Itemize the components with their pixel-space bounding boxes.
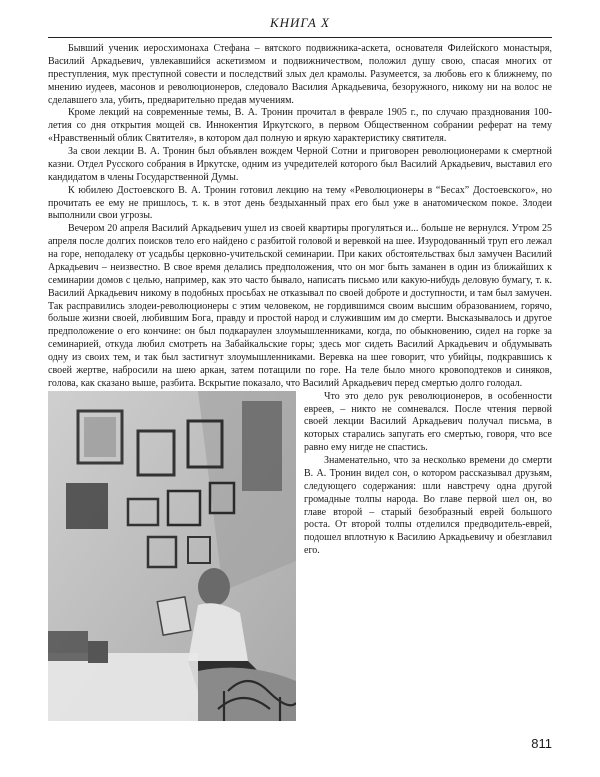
paragraph: К юбилею Достоевского В. А. Тронин готовил лекцию на тему «Революционеры в “Бесах” Достоевского», но прочитать ее ему не пришлось, т. к. в этот день бездыханный прах его был уже в анатомическом покое. Злодеи выполнили свои угрозы. <box>48 184 552 222</box>
portrait-photo <box>48 391 296 721</box>
paragraph: Вечером 20 апреля Василий Аркадьевич ушел из своей квартиры прогуляться и... больше не вернулся. Утром 25 апреля после долгих поисков тело его найдено с разбитой головой и веревкой на шее. Изуродованный труп его лежал на горе, неподалеку от усадьбы церковно-учительской семинарии. При каких обстоятельствах был замучен Василий Аркадьевич – неизвестно. В свое время делались предположения, что он мог быть заманен в один из ближайших к семинарии домов с целью, например, как это часто бывало, написать письмо или какую-нибудь деловую бумагу, т. к. Василий Аркадьевич никому в подобных просьбах не отказывал по своей доброте и доступности, и там был замучен. Так расправились злодеи-революционеры с этим человеком, не гордившимся своим высшим образованием, горячо, больше жизни своей, любившим Бога, правду и простой народ и служившим им до смерти. Высказывалось и другое предположение о его кончине: он был подкараулен злоумышленниками, когда, по обыкновению, сидел на горке за семинарией, откуда любил смотреть на Забайкальские горы; здесь мог сидеть Василий Аркадьевич и обдумывать одну из своих тем, и так был застигнут злоумышленниками. Веревка на шее говорит, что убийцы, подкравшись к своей жертве, набросили на шею аркан, затем потащили по горе. На теле было много кровоподтеков и синяков, голова, как сказано выше, разбита. Вскрытие показало, что Василий Аркадьевич перед смертью долго голодал. <box>48 223 552 389</box>
header-rule <box>48 37 552 38</box>
paragraph: Что это дело рук революционеров, в особенности евреев, – никто не сомневался. После чтения первой своей лекции Василий Аркадьевич получал письма, в которых старались запугать его смертью, говоря, что все равно ему нигде не спастись. <box>304 390 552 454</box>
photo-image <box>48 391 296 721</box>
paragraph: За свои лекции В. А. Тронин был объявлен вождем Черной Сотни и приговорен революционерами к смертной казни. Отдел Русского собрания в Иркутске, одним из учредителей которого был Василий Аркадьевич, выставил его кандидатом в члены Государственной Думы. <box>48 146 552 183</box>
paragraph: Бывший ученик иеросхимонаха Стефана – вятского подвижника-аскета, основателя Филейского монастыря, Василий Аркадьевич, увлекавшийся аскетизмом и подвижничеством, положил душу свою, спасая многих от преступления, мук преступной совести и последствий злых дел крамолы. Разумеется, за любовь его к ближнему, по мнению иудеев, масонов и революционеров, следовало Василия Аркадьевича, безоружного, никому ни на волос не сделавшего зла, убить, предварительно предав мучениям. <box>48 43 552 106</box>
paragraph: Кроме лекций на современные темы, В. А. Тронин прочитал в феврале 1905 г., по случаю празднования 100-летия со дня открытия мощей св. Иннокентия Иркутского, в первом Общественном собрании реферат на тему «Нравственный облик Святителя», в котором дал полную и яркую характеристику святителя. <box>48 107 552 145</box>
paragraph: Знаменательно, что за несколько времени до смерти В. А. Тронин видел сон, о котором рассказывал друзьям, следующего содержания: шли навстречу одна другой громадные толпы народа. Во главе первой шел он, во главе второй – старый безобразный еврей большого роста. От второй толпы отделился предводитель-еврей, подошел вплотную к Василию Аркадьевичу и обезглавил его. <box>304 455 552 557</box>
page-number: 811 <box>531 736 552 751</box>
running-head: КНИГА X <box>270 15 330 30</box>
body-text <box>48 43 552 723</box>
